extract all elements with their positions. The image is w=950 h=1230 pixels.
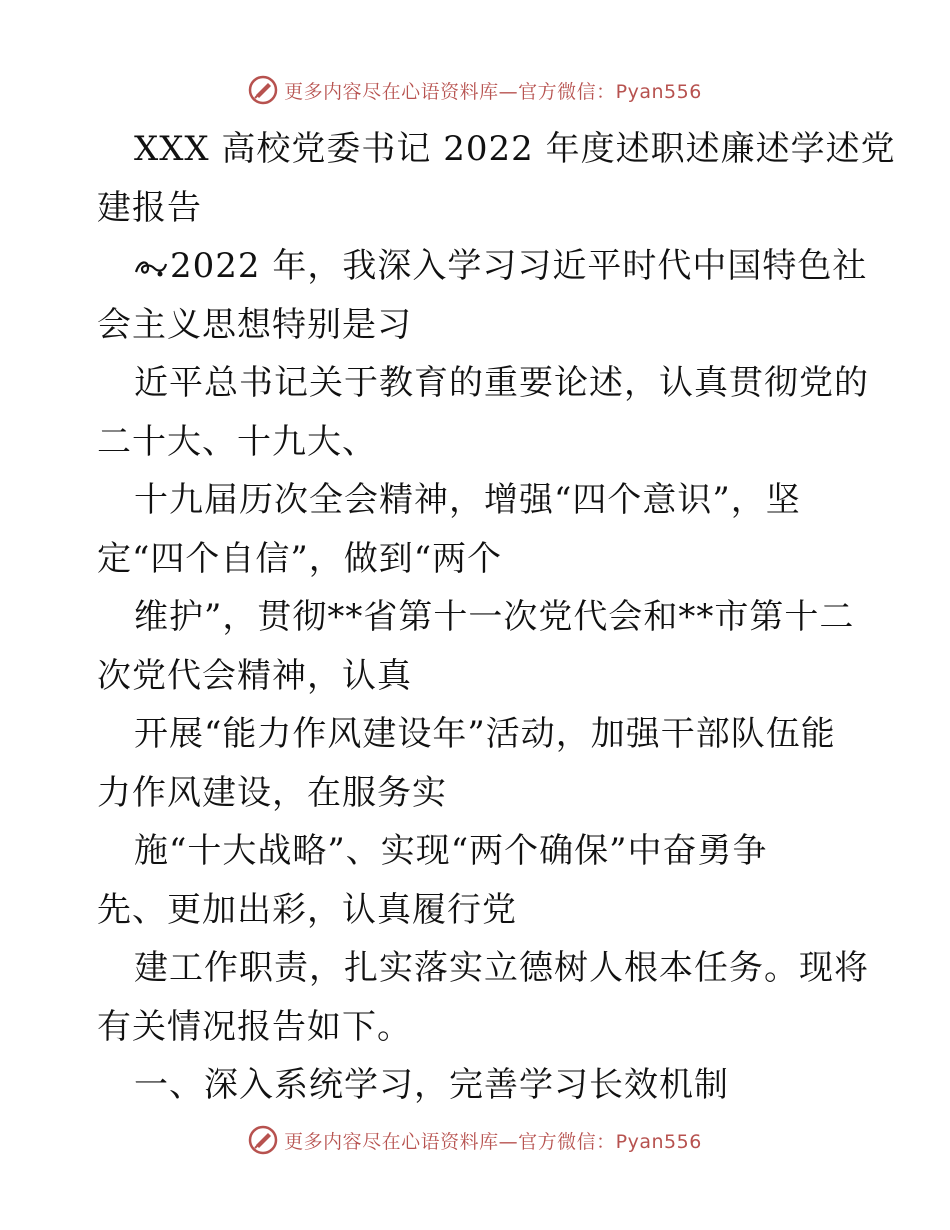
- watermark-text: 更多内容尽在心语资料库—官方微信：Pyan556: [284, 1130, 702, 1153]
- title-line-1: XXX 高校党委书记 2022 年度述职述廉述学述党: [134, 129, 896, 169]
- paragraph-line: 定“四个自信”，做到“两个: [97, 538, 503, 579]
- title-line-2: 建报告: [97, 187, 202, 228]
- footer-watermark: [0, 1120, 950, 1160]
- paragraph-line: 开展“能力作风建设年”活动，加强干部队伍能: [134, 714, 836, 754]
- paragraph-line: 十九届历次全会精神，增强“四个意识”，坚: [134, 480, 801, 520]
- paragraph-line-text: 2022 年，我深入学习习近平时代中国特色社: [170, 246, 868, 286]
- paragraph-line: 会主义思想特别是习: [97, 304, 412, 345]
- paragraph-line: 近平总书记关于教育的重要论述，认真贯彻党的: [134, 363, 869, 403]
- flourish-icon: [134, 256, 168, 280]
- paragraph-line: 建工作职责，扎实落实立德树人根本任务。现将: [134, 948, 869, 988]
- paragraph-line: 次党代会精神，认真: [97, 655, 412, 696]
- header-watermark: [0, 70, 950, 110]
- seal-logo-icon: [248, 1125, 278, 1155]
- paragraph-line: [97, 237, 868, 296]
- section-heading: 一、深入系统学习，完善学习长效机制: [134, 1065, 729, 1105]
- paragraph-line: 维护”，贯彻**省第十一次党代会和**市第十二: [134, 597, 855, 637]
- seal-logo-icon: [248, 75, 278, 105]
- paragraph-line: 力作风建设，在服务实: [97, 772, 447, 813]
- paragraph-line: 二十大、十九大、: [97, 421, 377, 462]
- paragraph-line: 有关情况报告如下。: [97, 1006, 412, 1047]
- watermark-text: 更多内容尽在心语资料库—官方微信：Pyan556: [284, 80, 702, 103]
- paragraph-line: 施“十大战略”、实现“两个确保”中奋勇争: [134, 831, 768, 871]
- document-body: [97, 120, 896, 1115]
- paragraph-line: 先、更加出彩，认真履行党: [97, 889, 517, 930]
